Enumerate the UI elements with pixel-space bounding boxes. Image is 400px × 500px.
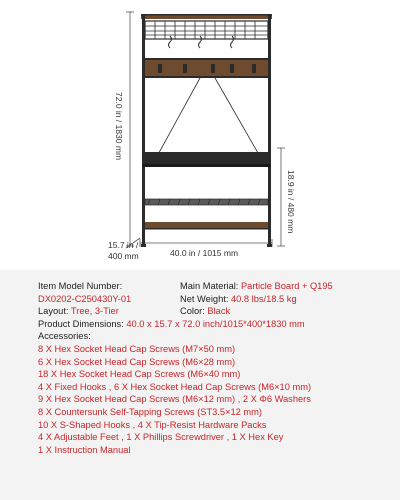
width-dimension-label: 40.0 in / 1015 mm [170, 248, 239, 258]
specs-panel [0, 270, 400, 500]
grid-panel [145, 21, 268, 39]
spec-row-model-material [38, 280, 394, 293]
color-label: Color: [180, 306, 208, 317]
s-hooks [169, 36, 234, 48]
product-dimensions-value: 40.0 x 15.7 x 72.0 inch/1015*400*1830 mm [126, 318, 305, 329]
accessory-item: 8 X Hex Socket Head Cap Screws (M7×50 mm) [38, 343, 236, 354]
main-material-label: Main Material: [180, 281, 241, 291]
spec-row-model-weight [38, 293, 394, 306]
accessory-item: 4 X Adjustable Feet , 1 X Phillips Screwdriver , 1 X Hex Key [38, 432, 284, 443]
dimension-lines [126, 12, 285, 248]
left-upright [142, 14, 145, 246]
accessory-item: 9 X Hex Socket Head Cap Screws (M6×12 mm) , 2 X Φ6 Washers [38, 394, 311, 405]
spec-row-layout-color [38, 305, 394, 318]
accessories-label: Accessories: [38, 331, 91, 342]
color-value: Black [207, 306, 231, 317]
bench-cushion [143, 152, 271, 164]
item-model-value: DX0202-C250430Y-01 [38, 293, 132, 304]
hook-board [145, 58, 268, 78]
item-model-label: Item Model Number: [38, 281, 123, 291]
accessory-item: 8 X Countersunk Self-Tapping Screws (ST3.5×12 mm) [38, 406, 262, 417]
height-dimension-label: 72.0 in / 1830 mm [114, 92, 124, 161]
depth-dimension-label-1: 15.7 in / [108, 240, 139, 250]
accessory-item: 6 X Hex Socket Head Cap Screws (M6×28 mm) [38, 356, 236, 367]
bench-height-dimension-label: 18.9 in / 480 mm [286, 170, 296, 234]
bottom-shelf [145, 222, 268, 228]
layout-label: Layout: [38, 306, 71, 317]
right-upright [268, 14, 271, 246]
accessory-item: 4 X Fixed Hooks , 6 X Hex Socket Head Cap Screws (M6×10 mm) [38, 381, 312, 392]
main-material-value: Particle Board + Q195 [240, 281, 333, 291]
net-weight-value: 40.8 lbs/18.5 kg [230, 293, 297, 304]
net-weight-label: Net Weight: [180, 293, 231, 304]
product-dimensions [38, 318, 394, 331]
layout-value: Tree, 3-Tier [70, 306, 119, 317]
depth-dimension-label-2: 400 mm [108, 251, 139, 261]
product-dimensions-label: Product Dimensions: [38, 318, 127, 329]
accessory-item: 18 X Hex Socket Head Cap Screws (M6×40 mm) [38, 369, 241, 380]
mesh-shelf [145, 199, 268, 205]
accessory-item: 1 X Instruction Manual [38, 444, 131, 455]
accessory-item: 10 X S-Shaped Hooks , 4 X Tip-Resist Hardware Packs [38, 419, 267, 430]
